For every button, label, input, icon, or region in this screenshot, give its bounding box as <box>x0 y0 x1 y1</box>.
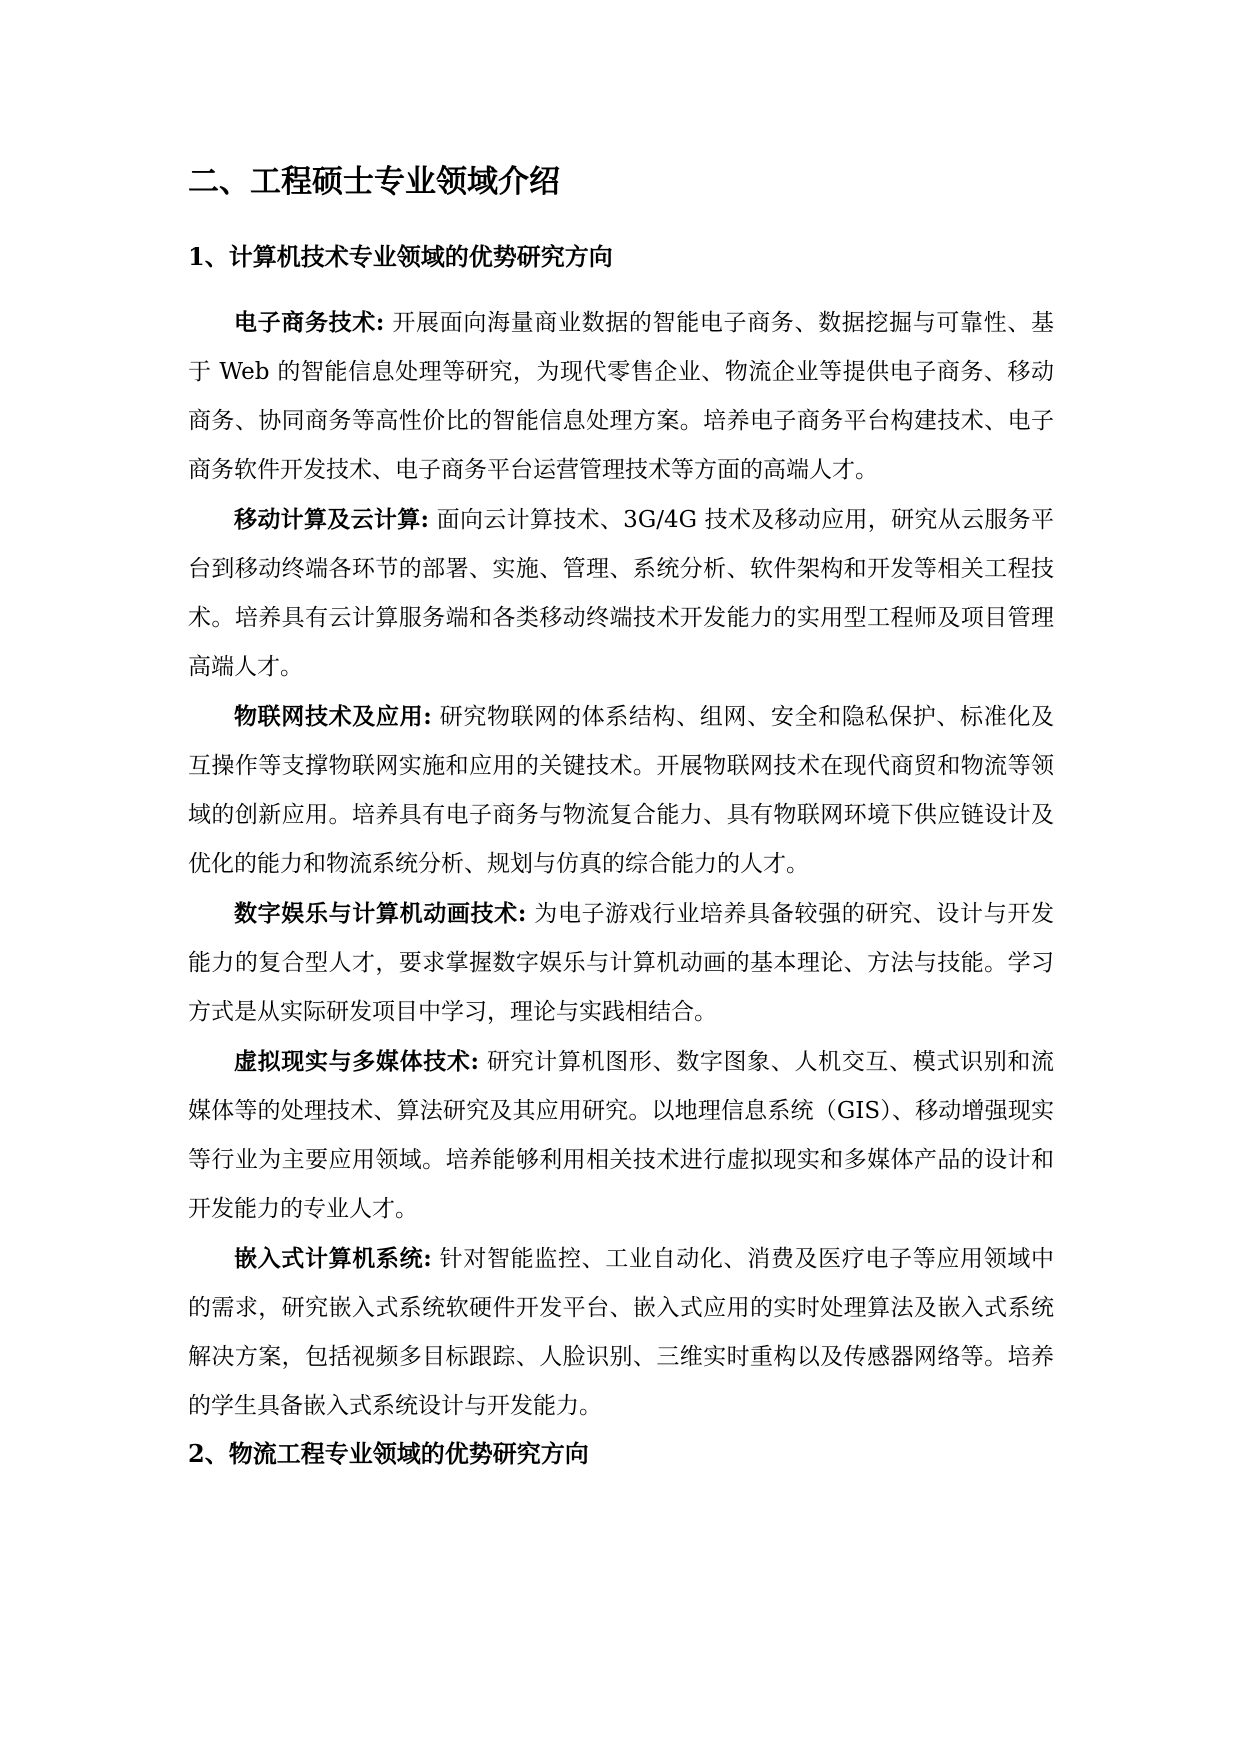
term-e-commerce: 电子商务技术: <box>234 309 385 336</box>
section-body-computer-technology <box>188 298 1054 1431</box>
text-mobile-cloud: 面向云计算技术、3G/4G 技术及移动应用，研究从云服务平台到移动终端各环节的部署、实施、管理、系统分析、软件架构和开发等相关工程技术。培养具有云计算服务端和各类移动终端技术开发能力的实用型工程师及项目管理高端人才。 <box>188 507 1054 680</box>
text-digital-entertainment: 为电子游戏行业培养具备较强的研究、设计与开发能力的复合型人才，要求掌握数字娱乐与计算机动画的基本理论、方法与技能。学习方式是从实际研发项目中学习，理论与实践相结合。 <box>188 901 1054 1025</box>
paragraph-e-commerce <box>188 298 1054 495</box>
text-vr-multimedia: 研究计算机图形、数字图象、人机交互、模式识别和流媒体等的处理技术、算法研究及其应用研究。以地理信息系统（GIS）、移动增强现实等行业为主要应用领域。培养能够利用相关技术进行虚拟现实和多媒体产品的设计和开发能力的专业人才。 <box>188 1049 1055 1222</box>
paragraph-mobile-cloud <box>188 495 1054 692</box>
term-digital-entertainment: 数字娱乐与计算机动画技术: <box>234 900 527 927</box>
term-vr-multimedia: 虚拟现实与多媒体技术: <box>234 1048 480 1075</box>
paragraph-digital-entertainment <box>188 889 1054 1037</box>
paragraph-iot <box>188 692 1054 889</box>
page-title: 二、工程硕士专业领域介绍 <box>188 164 560 200</box>
text-e-commerce: 开展面向海量商业数据的智能电子商务、数据挖掘与可靠性、基于 Web 的智能信息处理等研究，为现代零售企业、物流企业等提供电子商务、移动商务、协同商务等高性价比的智能信息处理方案。培养电子商务平台构建技术、电子商务软件开发技术、电子商务平台运营管理技术等方面的高端人才。 <box>188 310 1054 483</box>
text-embedded-systems: 针对智能监控、工业自动化、消费及医疗电子等应用领域中的需求，研究嵌入式系统软硬件开发平台、嵌入式应用的实时处理算法及嵌入式系统解决方案，包括视频多目标跟踪、人脸识别、三维实时重构以及传感器网络等。培养的学生具备嵌入式系统设计与开发能力。 <box>188 1246 1054 1419</box>
section-heading-computer-technology: 1、计算机技术专业领域的优势研究方向 <box>188 242 613 271</box>
paragraph-embedded-systems <box>188 1234 1054 1431</box>
term-iot: 物联网技术及应用: <box>234 703 432 730</box>
term-mobile-cloud: 移动计算及云计算: <box>234 506 430 533</box>
paragraph-vr-multimedia <box>188 1037 1054 1234</box>
term-embedded-systems: 嵌入式计算机系统: <box>234 1245 432 1272</box>
section-heading-logistics-engineering: 2、物流工程专业领域的优势研究方向 <box>188 1439 589 1468</box>
text-iot: 研究物联网的体系结构、组网、安全和隐私保护、标准化及互操作等支撑物联网实施和应用的关键技术。开展物联网技术在现代商贸和物流等领域的创新应用。培养具有电子商务与物流复合能力、具有物联网环境下供应链设计及优化的能力和物流系统分析、规划与仿真的综合能力的人才。 <box>188 704 1054 877</box>
